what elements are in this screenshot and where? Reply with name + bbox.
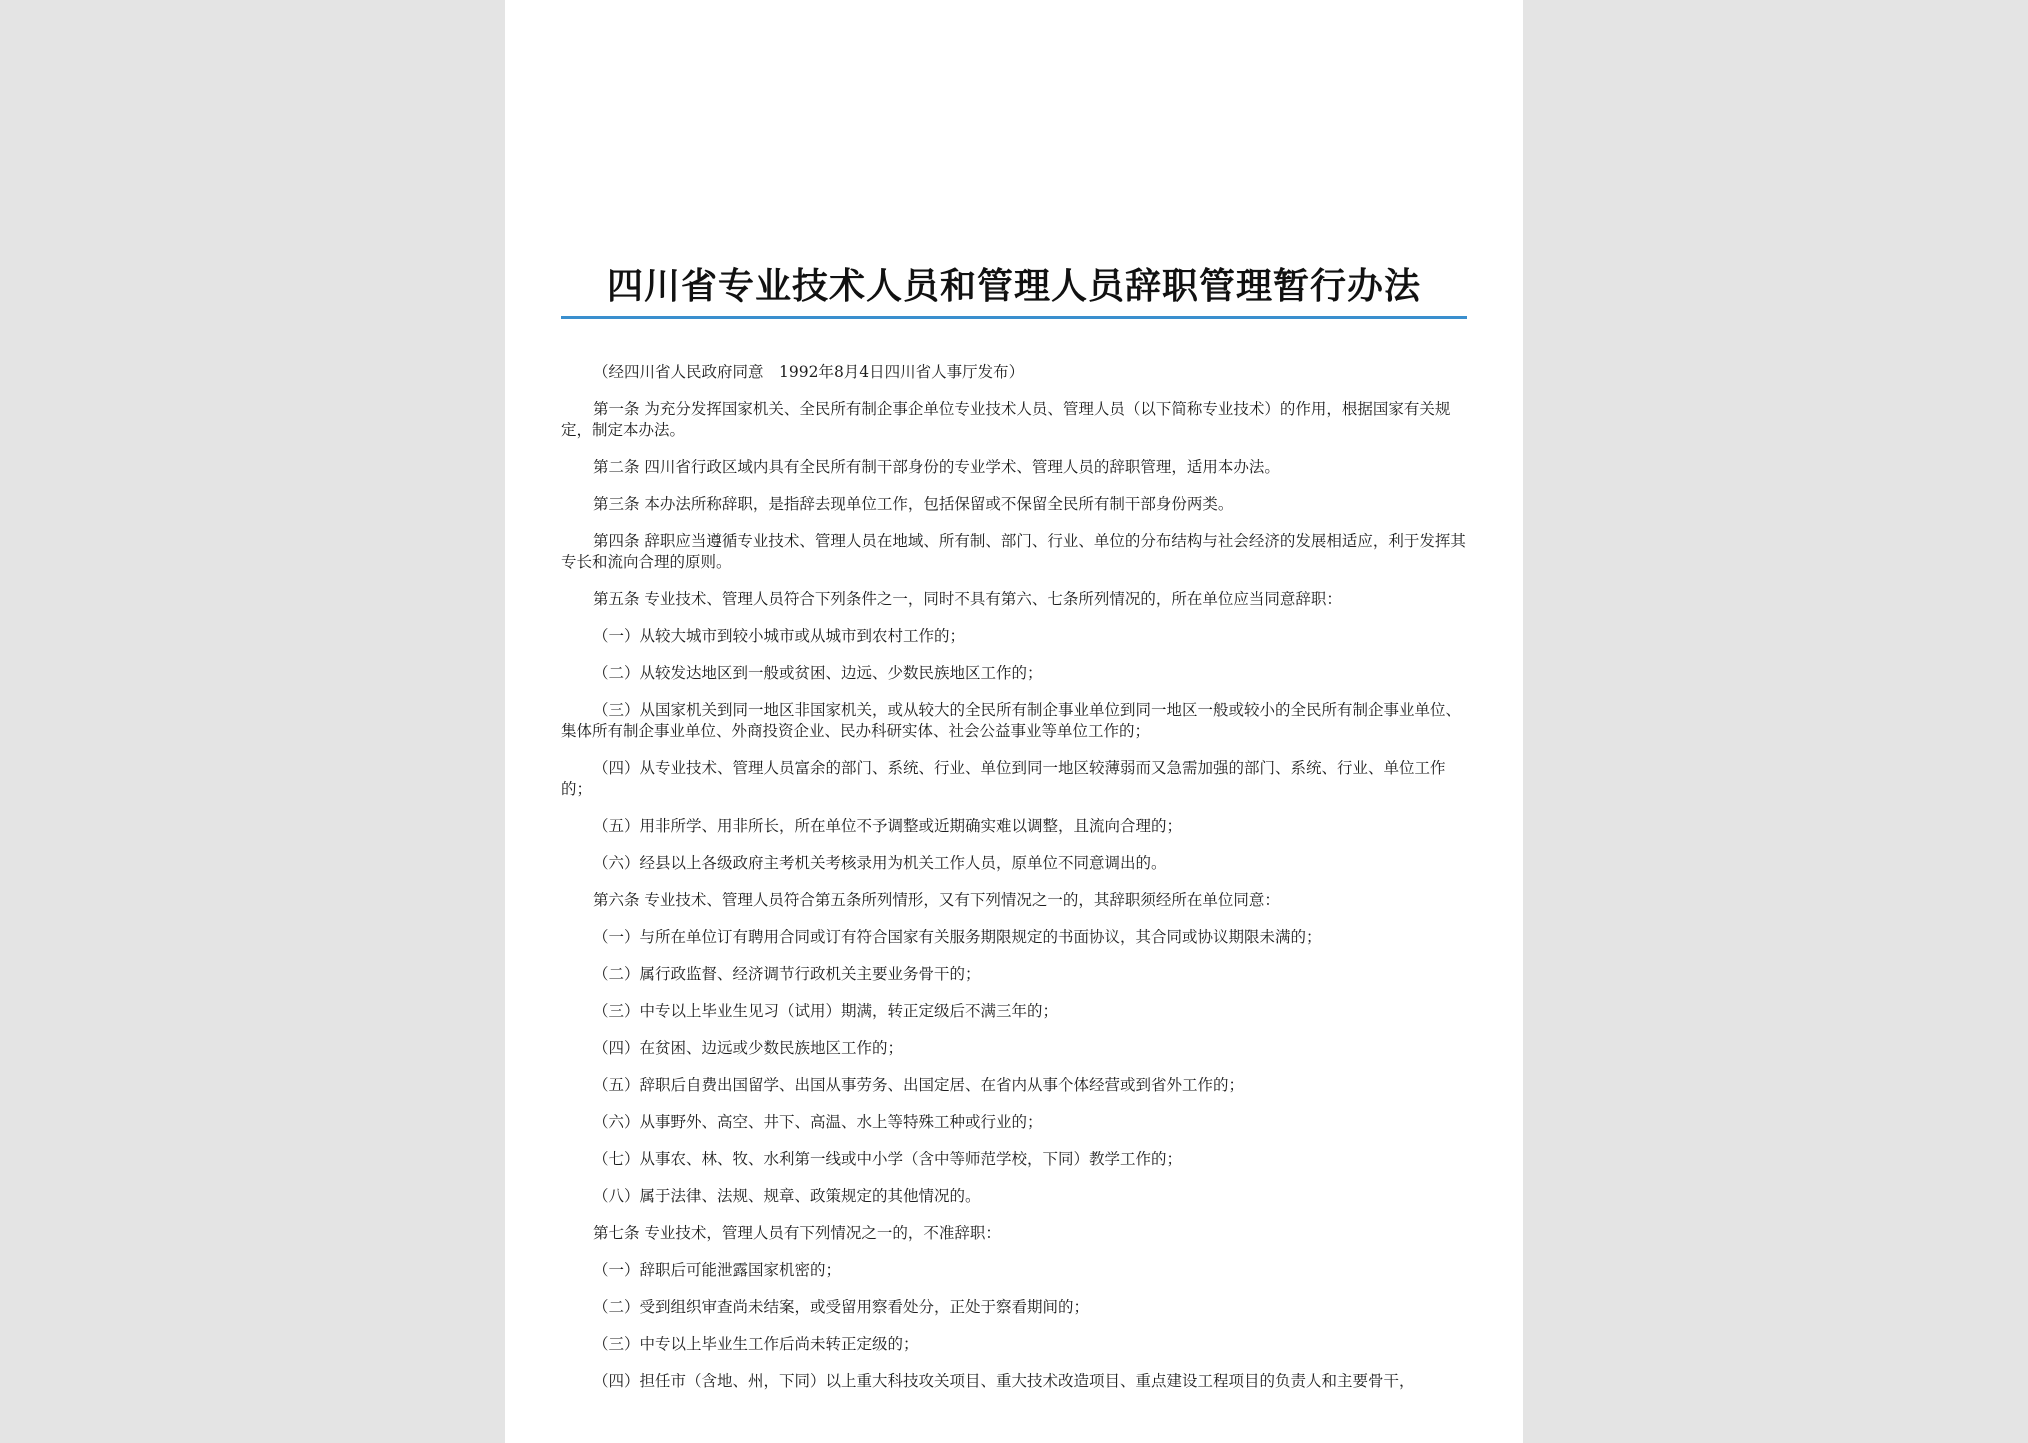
article-5: 第五条 专业技术、管理人员符合下列条件之一，同时不具有第六、七条所列情况的，所在单位应当同意辞职： [593, 590, 1342, 608]
article-7-item: （二）受到组织审查尚未结案，或受留用察看处分，正处于察看期间的； [593, 1298, 1090, 1316]
article-5-item: （四）从专业技术、管理人员富余的部门、系统、行业、单位到同一地区较薄弱而又急需加强的部门、系统、行业、单位工作的； [561, 759, 1446, 798]
document-page [505, 0, 1523, 1443]
publication-note: （经四川省人民政府同意 1992年8月4日四川省人事厅发布） [593, 363, 1025, 381]
article-6-item: （二）属行政监督、经济调节行政机关主要业务骨干的； [593, 965, 981, 983]
article-1: 第一条 为充分发挥国家机关、全民所有制企事企单位专业技术人员、管理人员（以下简称专业技术）的作用，根据国家有关规定，制定本办法。 [561, 400, 1451, 439]
article-7-item: （三）中专以上毕业生工作后尚未转正定级的； [593, 1335, 919, 1353]
article-6-item: （五）辞职后自费出国留学、出国从事劳务、出国定居、在省内从事个体经营或到省外工作的； [593, 1076, 1245, 1094]
article-6: 第六条 专业技术、管理人员符合第五条所列情形，又有下列情况之一的，其辞职须经所在单位同意： [593, 891, 1280, 909]
article-7-item: （一）辞职后可能泄露国家机密的； [593, 1261, 842, 1279]
document-title: 四川省专业技术人员和管理人员辞职管理暂行办法 [606, 265, 1421, 307]
article-6-item: （四）在贫困、边远或少数民族地区工作的； [593, 1039, 904, 1057]
article-7-item: （四）担任市（含地、州，下同）以上重大科技攻关项目、重大技术改造项目、重点建设工程项目的负责人和主要骨干， [593, 1372, 1415, 1390]
article-2: 第二条 四川省行政区域内具有全民所有制干部身份的专业学术、管理人员的辞职管理，适用本办法。 [593, 458, 1280, 476]
article-4: 第四条 辞职应当遵循专业技术、管理人员在地域、所有制、部门、行业、单位的分布结构与社会经济的发展相适应，利于发挥其专长和流向合理的原则。 [561, 532, 1466, 571]
article-6-item: （一）与所在单位订有聘用合同或订有符合国家有关服务期限规定的书面协议，其合同或协议期限未满的； [593, 928, 1322, 946]
document-body [561, 362, 1471, 1408]
article-6-item: （七）从事农、林、牧、水利第一线或中小学（含中等师范学校，下同）教学工作的； [593, 1150, 1183, 1168]
article-6-item: （三）中专以上毕业生见习（试用）期满，转正定级后不满三年的； [593, 1002, 1059, 1020]
article-7: 第七条 专业技术，管理人员有下列情况之一的，不准辞职： [593, 1224, 1001, 1242]
article-5-item: （五）用非所学、用非所长，所在单位不予调整或近期确实难以调整，且流向合理的； [593, 817, 1183, 835]
article-3: 第三条 本办法所称辞职，是指辞去现单位工作，包括保留或不保留全民所有制干部身份两类。 [593, 495, 1234, 513]
article-5-item: （三）从国家机关到同一地区非国家机关，或从较大的全民所有制企事业单位到同一地区一般或较小的全民所有制企事业单位、集体所有制企事业单位、外商投资企业、民办科研实体、社会公益事业等单位工作的； [561, 701, 1462, 740]
article-5-item: （六）经县以上各级政府主考机关考核录用为机关工作人员，原单位不同意调出的。 [593, 854, 1167, 872]
article-5-item: （二）从较发达地区到一般或贫困、边远、少数民族地区工作的； [593, 664, 1043, 682]
article-6-item: （八）属于法律、法规、规章、政策规定的其他情况的。 [593, 1187, 981, 1205]
title-underline [561, 316, 1467, 319]
article-6-item: （六）从事野外、高空、井下、高温、水上等特殊工种或行业的； [593, 1113, 1043, 1131]
article-5-item: （一）从较大城市到较小城市或从城市到农村工作的； [593, 627, 966, 645]
